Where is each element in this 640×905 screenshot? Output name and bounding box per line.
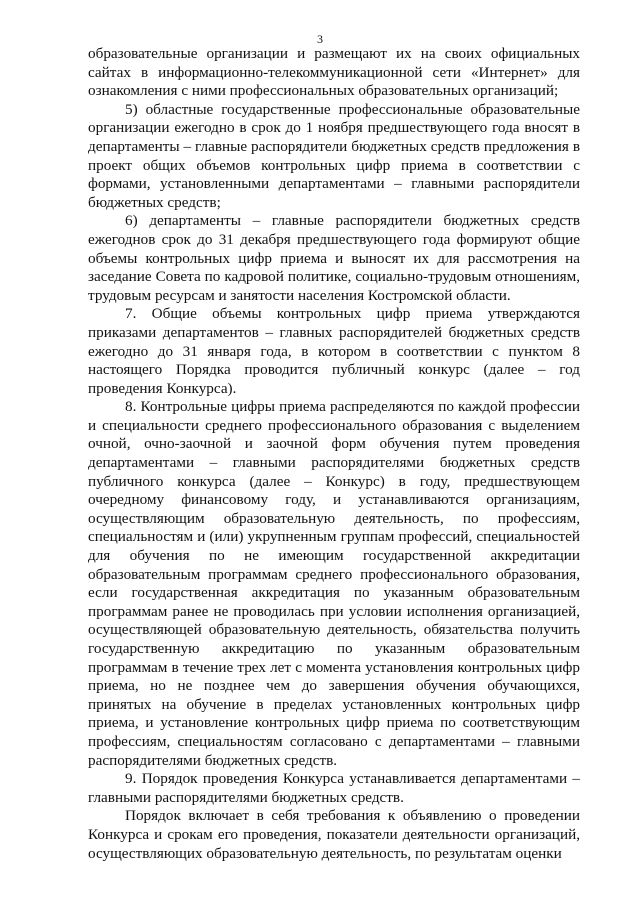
paragraph: 8. Контрольные цифры приема распределяются по каждой профессии и специальности среднего профессионального образования с выделением очной, очно-заочной и заочной форм обучения путем проведения департаментами – главными распорядителями бюджетных средств публичного конкурса (далее – Конкурс) в году, предшествующем очередному финансовому году, и устанавливаются организациям, осуществляющим образовательную деятельность, по профессиям, специальностям и (или) укрупненным группам профессий, специальностей для обучения по не имеющим государственной аккредитации образовательным программам среднего профессионального образования, если государственная аккредитация по указанным образовательным программам ранее не проводилась при условии исполнения организацией, осуществляющей образовательную деятельность, обязательства получить государственную аккредитацию по указанным образовательным программам в течение трех лет с момента установления контрольных цифр приема, но не позднее чем до завершения обучения обучающихся, принятых на обучение в пределах установленных контрольных цифр приема, и установление контрольных цифр приема по соответствующим профессиям, специальностям согласовано с департаментами – главными распорядителями бюджетных средств.	[88, 398, 580, 769]
paragraph: 9. Порядок проведения Конкурса устанавливается департаментами – главными распорядителями бюджетных средств.	[88, 770, 580, 806]
paragraph: 6) департаменты – главные распорядители бюджетных средств ежегоднов срок до 31 декабря предшествующего года формируют общие объемы контрольных цифр приема и выносят их для рассмотрения на заседание Совета по кадровой политике, социально-трудовым отношениям, трудовым ресурсам и занятости населения Костромской области.	[88, 212, 580, 304]
paragraph: 5) областные государственные профессиональные образовательные организации ежегодно в срок до 1 ноября предшествующего года вносят в департаменты – главные распорядители бюджетных средств предложения в проект общих объемов контрольных цифр приема в соответствии с формами, установленными департаментами – главными распорядители бюджетных средств;	[88, 100, 580, 211]
paragraph: 7. Общие объемы контрольных цифр приема утверждаются приказами департаментов – главных распорядителей бюджетных средств ежегодно до 31 января года, в котором в соответствии с пунктом 8 настоящего Порядка проводится публичный конкурс (далее – год проведения Конкурса).	[88, 305, 580, 397]
paragraph: Порядок включает в себя требования к объявлению о проведении Конкурса и срокам его проведения, показатели деятельности организаций, осуществляющих образовательную деятельность, по результатам оценки	[88, 807, 580, 862]
document-body	[88, 45, 580, 863]
paragraph: образовательные организации и размещают их на своих официальных сайтах в информационно-телекоммуникационной сети «Интернет» для ознакомления с ними профессиональных образовательных организаций;	[88, 45, 580, 100]
page-number: 3	[317, 32, 323, 46]
